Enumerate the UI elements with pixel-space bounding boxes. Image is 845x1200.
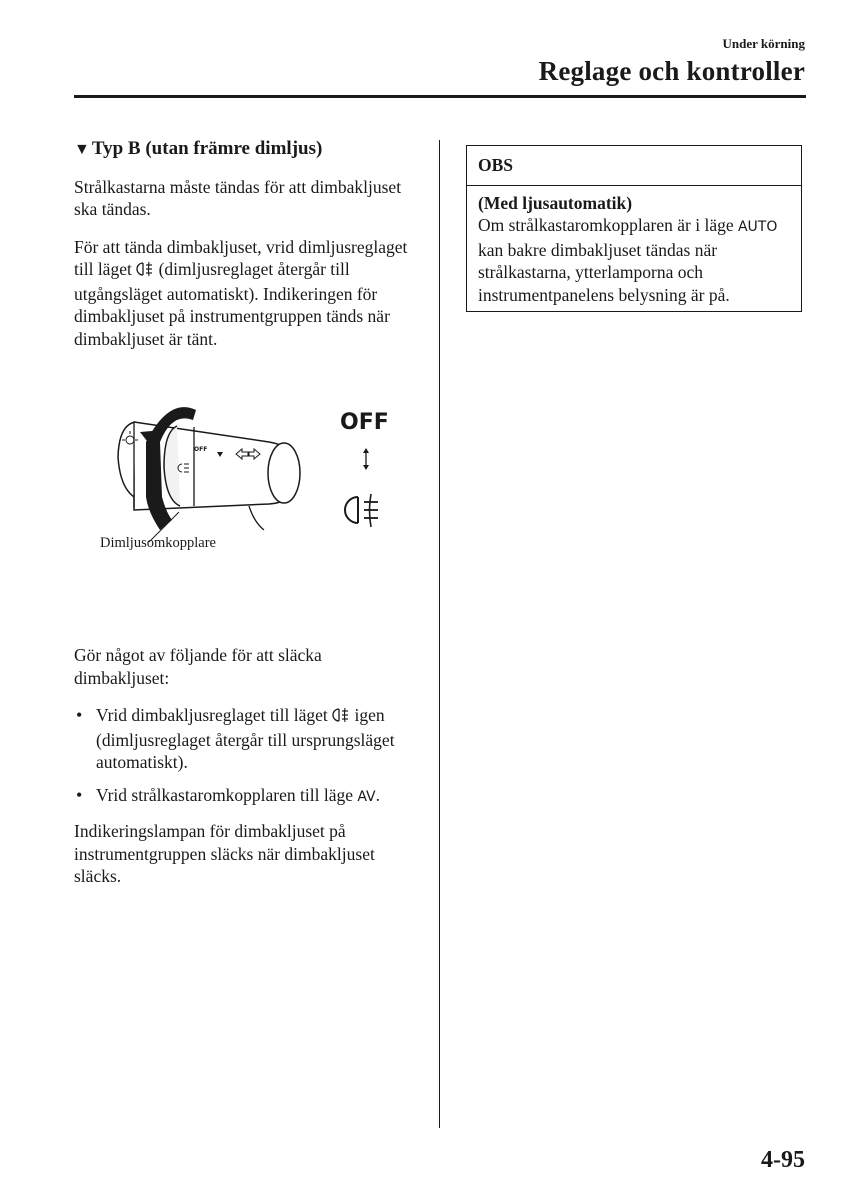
bullet-icon: • xyxy=(76,705,83,725)
paragraph-3: Gör något av följande för att släcka dimbakljuset: xyxy=(74,645,322,688)
mode-code: AV xyxy=(357,788,376,805)
page-number: 4-95 xyxy=(761,1147,805,1173)
header-rule xyxy=(74,95,806,98)
section-header: Under körning xyxy=(722,36,805,51)
page-title: Reglage och kontroller xyxy=(538,56,805,86)
obs-body: (Med ljusautomatik) Om strålkastaromkopplaren är i läge AUTO kan bakre dimbakljuset tändas när strålkastarna, ytterlamporna och instrumentpanelens belysning är på. xyxy=(467,186,801,313)
bullet-list xyxy=(74,704,419,808)
figure-caption: Dimljusomkopplare xyxy=(100,535,216,551)
lever-auto-label: A xyxy=(146,451,152,459)
column-divider xyxy=(439,140,440,1128)
lever-off-label: OFF xyxy=(194,446,208,453)
paragraph-2: För att tända dimbakljuset, vrid dimljusreglaget till läget (dimljusreglaget återgår till utgångsläget automatiskt). Indikeringen för dimbakljuset på instrumentgruppen tänds när dimbakljuset är tänt. xyxy=(74,236,408,349)
obs-subtitle: (Med ljusautomatik) xyxy=(478,192,633,213)
paragraph-1: Strålkastarna måste tändas för att dimbakljuset ska tändas. xyxy=(74,176,402,219)
list-item: • Vrid strålkastaromkopplaren till läge AV. xyxy=(76,784,381,805)
fog-switch-figure xyxy=(74,402,419,582)
rear-fog-light-icon xyxy=(332,706,350,729)
obs-title: OBS xyxy=(467,146,801,186)
rear-fog-light-icon xyxy=(345,494,378,527)
rear-fog-light-icon xyxy=(136,260,154,283)
list-item: • Vrid dimbakljusreglaget till läget igen (dimljusreglaget återgår till ursprungsläget automatiskt). xyxy=(76,705,395,772)
subheading: ▼ Typ B (utan främre dimljus) xyxy=(74,138,323,159)
obs-note-box xyxy=(466,145,802,312)
left-column xyxy=(74,138,419,903)
triangle-marker-icon: ▼ xyxy=(74,141,90,158)
off-label: OFF xyxy=(340,410,389,435)
mode-code: AUTO xyxy=(737,219,778,235)
bullet-icon: • xyxy=(76,784,83,805)
paragraph-4: Indikeringslampan för dimbakljuset på instrumentgruppen släcks när dimbakljuset släcks. xyxy=(74,821,375,886)
